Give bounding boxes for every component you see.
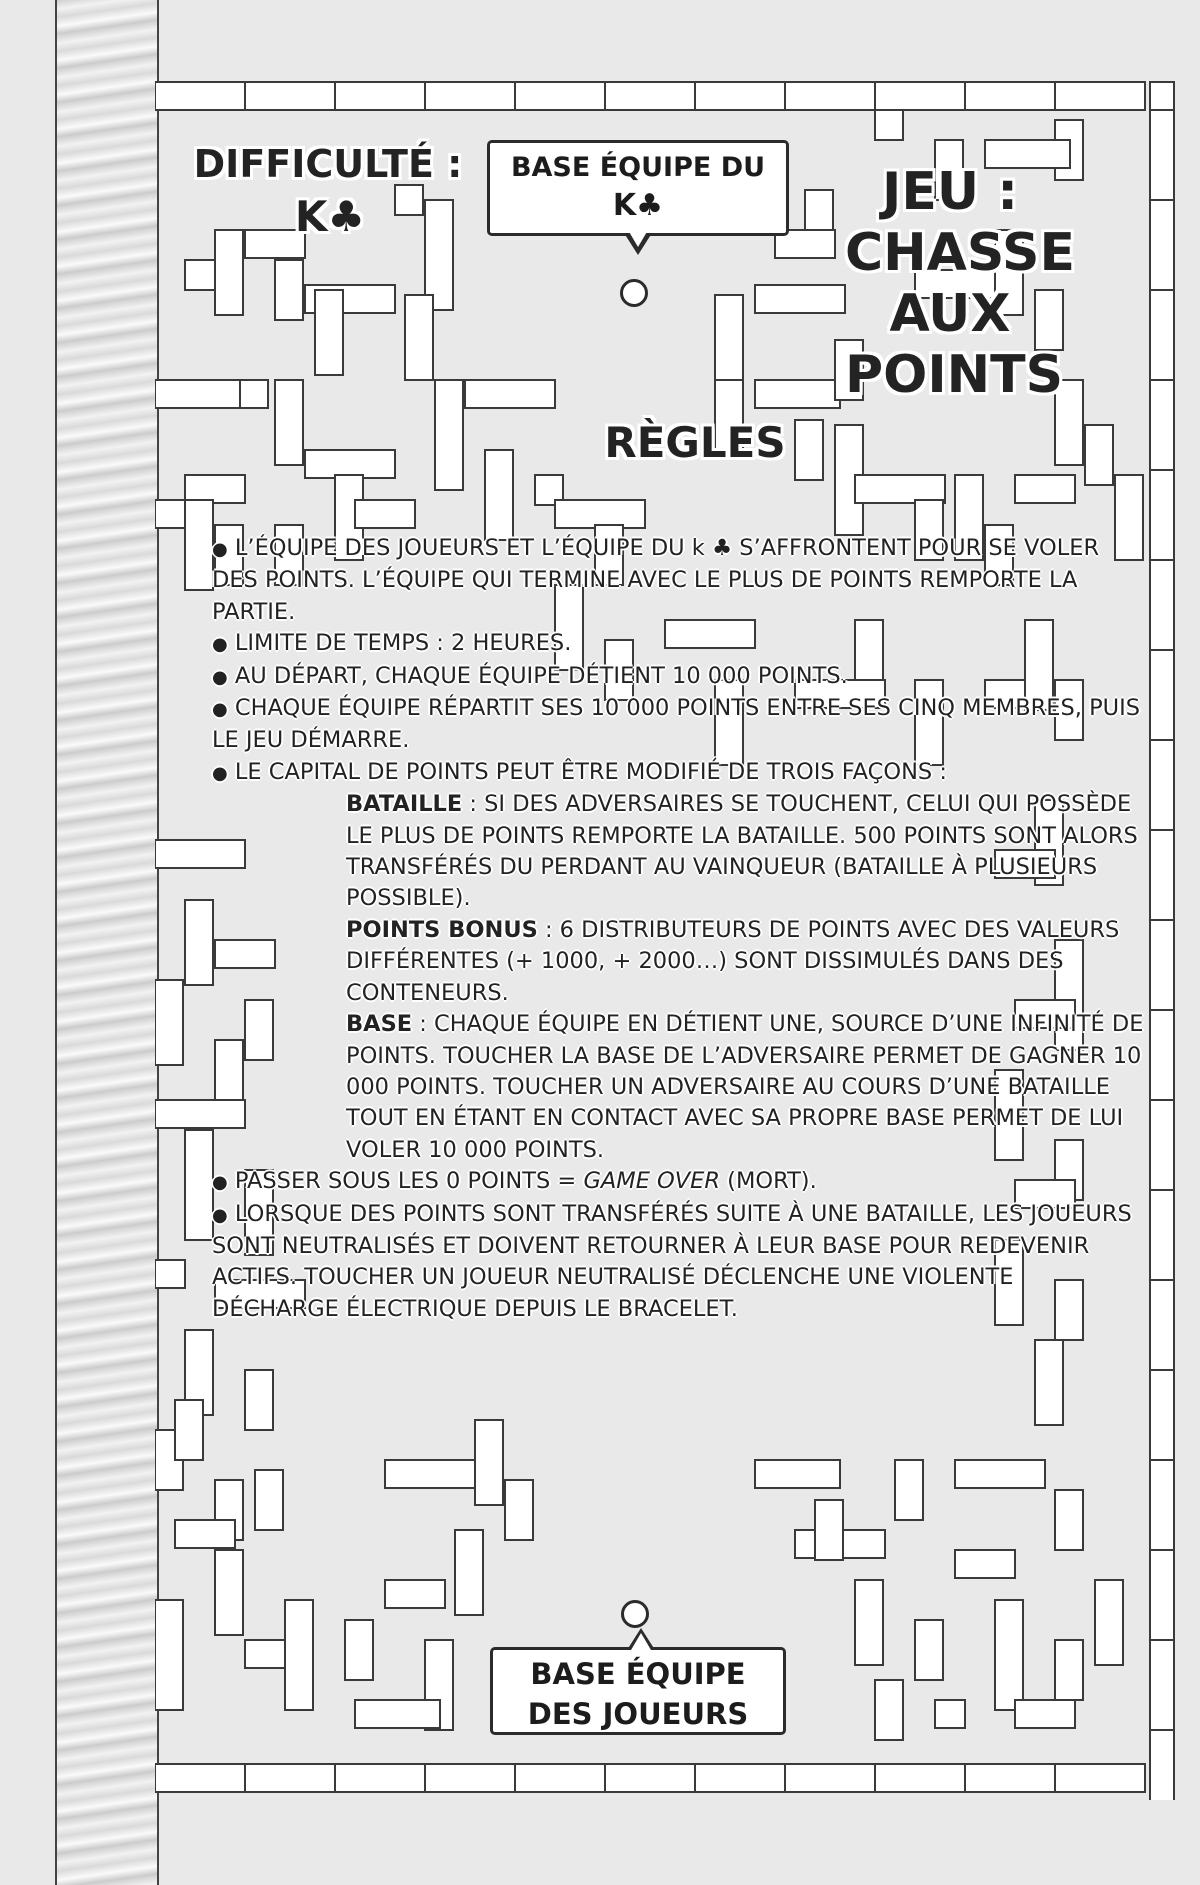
enemy-base-line1: BASE ÉQUIPE DU	[510, 152, 766, 183]
difficulty-value: K♣	[294, 192, 366, 241]
game-title-line4: POINTS	[845, 345, 1064, 405]
game-title-line3: AUX	[889, 284, 1011, 344]
player-base-line1: BASE ÉQUIPE	[530, 1657, 746, 1691]
rule-item: ● CHAQUE ÉQUIPE RÉPARTIT SES 10 000 POINTS ENTRE SES CINQ MEMBRES, PUIS LE JEU DÉMARRE.	[212, 695, 1141, 754]
maze-board	[155, 80, 1177, 1800]
bullet-icon: ●	[212, 699, 228, 721]
rule-subitem-base: BASE : CHAQUE ÉQUIPE EN DÉTIENT UNE, SOURCE D’UNE INFINITÉ DE POINTS. TOUCHER LA BASE DE L’ADVERSAIRE PERMET DE GAGNER 10 000 POINTS. TOUCHER UN ADVERSAIRE AU COURS D’UNE BATAILLE TOUT EN ÉTANT EN CONTACT AVEC SA PROPRE BASE PERMET DE LUI VOLER 10 000 POINTS.	[346, 1011, 1144, 1163]
rule-item: ● PASSER SOUS LES 0 POINTS = GAME OVER (MORT).	[212, 1168, 817, 1195]
bullet-icon: ●	[212, 1204, 228, 1226]
rule-item: ● AU DÉPART, CHAQUE ÉQUIPE DÉTIENT 10 000 POINTS.	[212, 662, 848, 689]
enemy-base-marker	[620, 279, 648, 307]
speech-tail	[627, 1628, 655, 1650]
player-base-marker	[621, 1600, 649, 1628]
rules-heading: RÈGLES	[604, 418, 786, 467]
game-title-line2: CHASSE	[845, 223, 1076, 283]
bullet-icon: ●	[212, 539, 228, 560]
game-title-line1: JEU :	[882, 162, 1018, 222]
player-base-line2: DES JOUEURS	[527, 1697, 749, 1731]
bullet-icon: ●	[212, 666, 228, 688]
difficulty-label: DIFFICULTÉ :	[193, 142, 463, 186]
bullet-icon: ●	[212, 634, 228, 656]
rule-item: ● LORSQUE DES POINTS SONT TRANSFÉRÉS SUITE À UNE BATAILLE, LES JOUEURS SONT NEUTRALISÉS ET DOIVENT RETOURNER À LEUR BASE POUR REDEVENIR ACTIFS. TOUCHER UN JOUEUR NEUTRALISÉ DÉCLENCHE UNE VIOLENTE DÉCHARGE ÉLECTRIQUE DEPUIS LE BRACELET.	[212, 1200, 1132, 1322]
game-title	[845, 162, 1076, 406]
rule-item: ● L’ÉQUIPE DES JOUEURS ET L’ÉQUIPE DU k ♣ S’AFFRONTENT POUR SE VOLER DES POINTS. L’ÉQUIPE QUI TERMINE AVEC LE PLUS DE POINTS REMPORTE LA PARTIE.	[212, 535, 1100, 625]
bullet-icon: ●	[212, 762, 228, 784]
rule-subitem-bataille: BATAILLE : SI DES ADVERSAIRES SE TOUCHENT, CELUI QUI POSSÈDE LE PLUS DE POINTS REMPORTE LA BATAILLE. 500 POINTS SONT ALORS TRANSFÉRÉS DU PERDANT AU VAINQUEUR (BATAILLE À PLUSIEURS POSSIBLE).	[346, 791, 1138, 912]
speech-tail	[624, 233, 652, 255]
rules-text	[212, 533, 1147, 1325]
rule-subitem-bonus: POINTS BONUS : 6 DISTRIBUTEURS DE POINTS AVEC DES VALEURS DIFFÉRENTES (+ 1000, + 2000…) SONT DISSIMULÉS DANS DES CONTENEURS.	[346, 916, 1120, 1006]
enemy-base-label	[487, 140, 789, 236]
left-texture-strip	[55, 0, 159, 1885]
rule-item: ● LE CAPITAL DE POINTS PEUT ÊTRE MODIFIÉ DE TROIS FAÇONS :	[212, 758, 947, 785]
enemy-base-line2: K♣	[612, 188, 664, 223]
bullet-icon: ●	[212, 1172, 228, 1194]
rule-item: ● LIMITE DE TEMPS : 2 HEURES.	[212, 630, 572, 657]
player-base-label	[490, 1647, 786, 1735]
